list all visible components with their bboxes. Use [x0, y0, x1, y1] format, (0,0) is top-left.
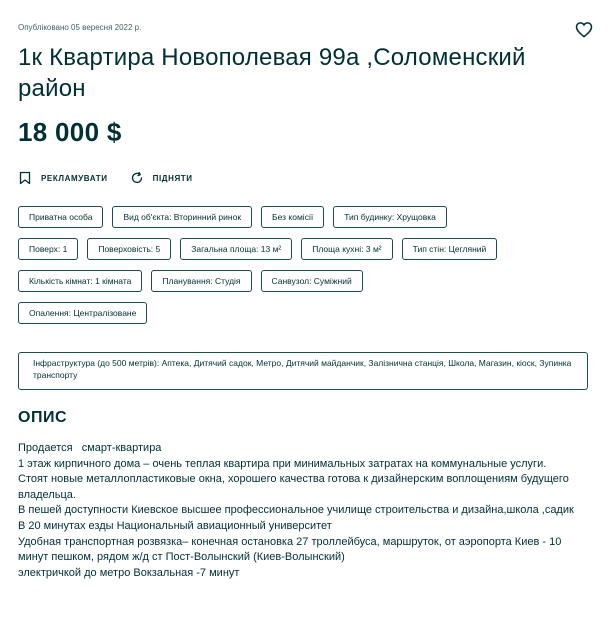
param-tag-rooms: Кількість кімнат: 1 кімната	[18, 270, 142, 292]
description-line: Стоят новые металлопластиковые окна, хорошего качества готова к дизайнерским воплощениям будущего владельца.	[18, 473, 572, 501]
raise-button[interactable]	[130, 171, 193, 185]
param-tag-heating: Опалення: Централізоване	[18, 302, 147, 324]
description-line: 1 этаж кирпичного дома – очень теплая квартира при минимальных затратах на коммунальные услуги.	[18, 457, 547, 470]
description-line: электричкой до метро Вокзальная -7 минут	[18, 566, 240, 579]
refresh-icon	[130, 171, 144, 185]
param-tag-owner: Приватна особа	[18, 206, 103, 228]
param-tag-bathroom: Санвузол: Суміжний	[261, 270, 363, 292]
published-date: Опубліковано 05 вересня 2022 р.	[18, 23, 142, 32]
heart-outline-icon	[575, 21, 593, 38]
bookmark-flag-icon	[18, 171, 32, 185]
param-tag-building-type: Тип будинку: Хрущовка	[333, 206, 447, 228]
param-tag-layout: Планування: Студія	[151, 270, 251, 292]
raise-label: ПІДНЯТИ	[152, 173, 193, 183]
description-text	[18, 441, 592, 581]
parameter-tags	[18, 206, 588, 334]
param-tag-kitchen-area: Площа кухні: 3 м²	[301, 238, 392, 260]
description-line: В 20 минутах езды Национальный авиационный университет	[18, 519, 332, 532]
tag-row	[18, 206, 588, 228]
param-tag-infrastructure: Інфраструктура (до 500 метрів): Аптека, Дитячий садок, Метро, Дитячий майданчик, Залізнична станція, Школа, Магазин, кіоск, Зупинка транспорту	[18, 352, 588, 390]
param-tag-floor: Поверх: 1	[18, 238, 78, 260]
tag-row	[18, 238, 588, 260]
param-tag-commission: Без комісії	[261, 206, 324, 228]
listing-actions	[18, 169, 215, 187]
favorite-button[interactable]	[575, 21, 593, 38]
description-line: Удобная транспортная розвязка– конечная остановка 27 троллейбуса, маршруток, от аэропорта Киев - 10 минут пешком, рядом ж/д ст Пост-Волынский (Киев-Волынский)	[18, 535, 565, 564]
tag-row	[18, 270, 588, 292]
param-tag-floors-total: Поверховість: 5	[87, 238, 171, 260]
tag-row	[18, 302, 588, 324]
listing-title: 1к Квартира Новополевая 99а ,Соломенский район	[18, 44, 526, 102]
description-line: В пешей доступности Киевское высшее профессиональное училище строительства и дизайна,школа ,садик	[18, 504, 574, 517]
description-heading: ОПИС	[18, 409, 67, 426]
description-line: Продается смарт-квартира	[18, 442, 162, 454]
param-tag-object-type: Вид об'єкта: Вторинний ринок	[112, 206, 252, 228]
promote-label: РЕКЛАМУВАТИ	[41, 173, 108, 183]
promote-button[interactable]	[18, 171, 108, 185]
param-tag-total-area: Загальна площа: 13 м²	[180, 238, 292, 260]
listing-price: 18 000 $	[18, 117, 122, 147]
param-tag-wall-type: Тип стін: Цегляний	[402, 238, 498, 260]
